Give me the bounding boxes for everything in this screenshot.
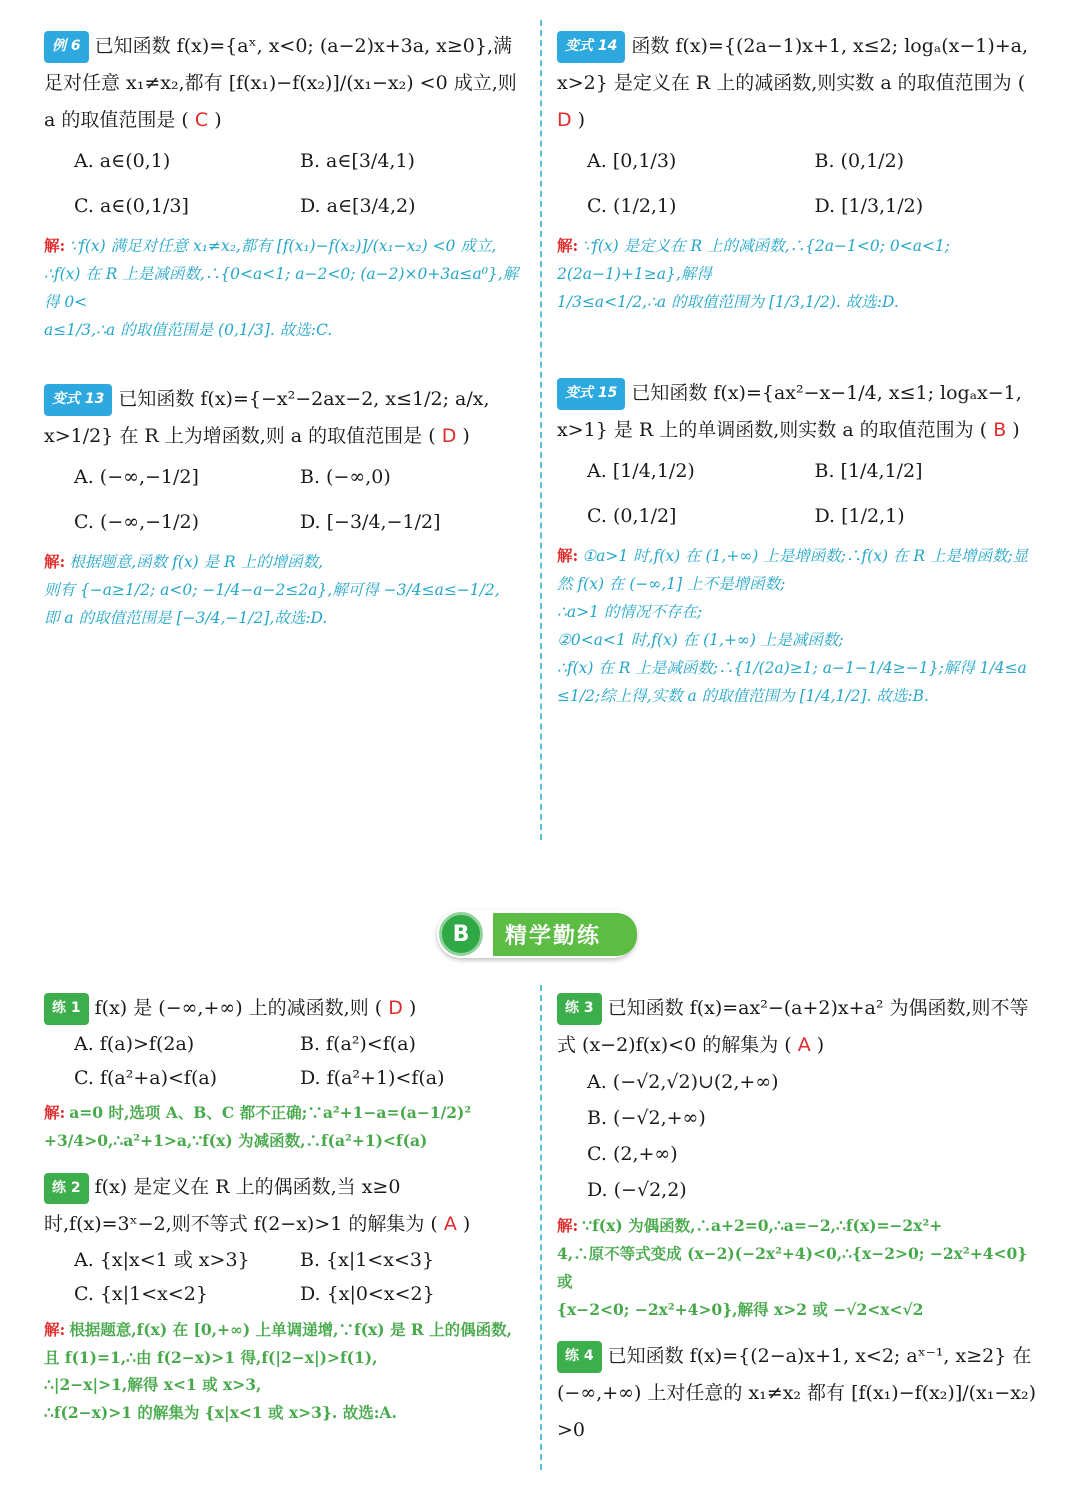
problem-variant-15: 变式 15 已知函数 f(x)={ax²−x−1/4, x≤1; logₐx−1, x>1} 是 R 上的单调函数,则实数 a 的取值范围为 ( B ) A. [1/4,1/2) B. [1/4,1/2] C. (0,1/2] D. [1/2,1) 解: ①a>1 时,f(x) 在 (1,+∞) 上是增函数;∴f(x) 在 R 上是增函数;显然 f(x) 在 (−∞,1] 上不是增函数; ∴a>1 的情况不存在; ②0<a<1 时,f(x) 在 (1,+∞) 上是减函数; ∴f(x) 在 R 上是减函数;∴{1/(2a)≥1; a−1−1/4≥−1};解得 1/4≤a ≤1/2;综上得,实数 a 的取值范围为 [1/4,1/2]. 故选:B. (557, 375, 1042, 711)
problem-tag: 练 4 (557, 1341, 602, 1372)
option-b: B. f(a²)<f(a) (300, 1033, 416, 1056)
solution-line: a=0 时,选项 A、B、C 都不正确;∵a²+1−a=(a−1/2)² (69, 1103, 472, 1123)
problem-stem: 已知函数 f(x)={aˣ, x<0; (a−2)x+3a, x≥0},满足对任意 x₁≠x₂,都有 [f(x₁)−f(x₂)]/(x₁−x₂) <0 成立,则 a 的取值范围是 ( (44, 35, 517, 132)
solution-line: ∵f(x) 满足对任意 x₁≠x₂,都有 [f(x₁)−f(x₂)]/(x₁−x₂) <0 成立, (69, 237, 497, 256)
problem-variant-14: 变式 14 函数 f(x)={(2a−1)x+1, x≤2; logₐ(x−1)+a, x>2} 是定义在 R 上的减函数,则实数 a 的取值范围为 ( D ) A. [0,1/3) B. (0,1/2) C. (1/2,1) D. [1/3,1/2) 解: ∵f(x) 是定义在 R 上的减函数,∴{2a−1<0; 0<a<1; 2(2a−1)+1≥a},解得 1/3≤a<1/2,∴a 的取值范围为 [1/3,1/2). 故选:D. (557, 28, 1042, 317)
problem-stem: f(x) 是定义在 R 上的偶函数,当 x≥0 时,f(x)=3ˣ−2,则不等式 f(2−x)>1 的解集为 ( (44, 1176, 438, 1236)
options (44, 1027, 526, 1095)
problem-tag: 练 1 (44, 993, 89, 1024)
solution-line: ①a>1 时,f(x) 在 (1,+∞) 上是增函数;∴f(x) 在 R 上是增函数;显然 f(x) 在 (−∞,1] 上不是增函数; (557, 547, 1029, 594)
solution-line: 则有 {−a≥1/2; a<0; −1/4−a−2≤2a},解可得 −3/4≤a≤−1/2, (44, 581, 500, 600)
option-b: B. (0,1/2) (814, 150, 905, 173)
solution-line: {x−2<0; −2x²+4>0},解得 x>2 或 −√2<x<√2 (557, 1300, 924, 1320)
option-c: C. f(a²+a)<f(a) (74, 1067, 218, 1090)
problem-tag: 变式 14 (557, 31, 625, 62)
solution-line: ∴f(x) 在 R 上是减函数;∴{1/(2a)≥1; a−1−1/4≥−1};解得 1/4≤a (557, 659, 1027, 678)
problem-exercise-4 (557, 1338, 1042, 1449)
answer: D (441, 425, 457, 448)
solution-line: ∵f(x) 是定义在 R 上的减函数,∴{2a−1<0; 0<a<1; 2(2a−1)+1≥a},解得 (557, 237, 951, 284)
problem-stem: 函数 f(x)={(2a−1)x+1, x≤2; logₐ(x−1)+a, x>2} 是定义在 R 上的减函数,则实数 a 的取值范围为 ( (557, 35, 1029, 95)
solution-line: 1/3≤a<1/2,∴a 的取值范围为 [1/3,1/2). 故选:D. (557, 293, 899, 312)
right-column-top (557, 28, 1042, 711)
solution-line: ∴f(x) 在 R 上是减函数,∴{0<a<1; a−2<0; (a−2)×0+3a≤a⁰},解得 0< (44, 265, 519, 312)
options (557, 449, 1042, 538)
option-d: D. {x|0<x<2} (300, 1283, 435, 1306)
answer: A (797, 1034, 811, 1057)
problem-stem: 已知函数 f(x)={−x²−2ax−2, x≤1/2; a/x, x>1/2} 在 R 上为增函数,则 a 的取值范围是 ( (44, 387, 490, 448)
solution-label: 解: (557, 1216, 579, 1236)
options (44, 455, 526, 544)
options (44, 1243, 526, 1311)
solution (44, 548, 526, 633)
problem-stem: 已知函数 f(x)={(2−a)x+1, x<2; aˣ⁻¹, x≥2} 在 (−∞,+∞) 上对任意的 x₁≠x₂ 都有 [f(x₁)−f(x₂)]/(x₁−x₂) >0 (557, 1345, 1037, 1442)
options (557, 1064, 1042, 1208)
option-a: A. a∈(0,1) (74, 150, 171, 173)
column-divider-bottom (540, 985, 542, 1470)
option-a: A. {x|x<1 或 x>3} (74, 1249, 250, 1272)
option-d: D. f(a²+1)<f(a) (300, 1067, 445, 1090)
options (557, 139, 1042, 228)
answer: D (388, 997, 403, 1019)
problem-example-6: 例 6 已知函数 f(x)={aˣ, x<0; (a−2)x+3a, x≥0},满足对任意 x₁≠x₂,都有 [f(x₁)−f(x₂)]/(x₁−x₂) <0 成立,则 a 的取值范围是 ( C ) A. a∈(0,1) B. a∈[3/4,1) C. a∈(0,1/3] D. a∈[3/4,2) 解: ∵f(x) 满足对任意 x₁≠x₂,都有 [f(x₁)−f(x₂)]/(x₁−x₂) <0 成立, ∴f(x) 在 R 上是减函数,∴{0<a<1; a−2<0; (a−2)×0+3a≤a⁰},解得 0< a≤1/3,∴a 的取值范围是 (0,1/3]. 故选:C. (44, 28, 526, 345)
option-d: D. [1/3,1/2) (814, 194, 924, 217)
solution-label: 解: (44, 552, 66, 572)
solution (557, 232, 1042, 317)
option-c: C. (0,1/2] (587, 504, 677, 527)
solution-label: 解: (44, 1103, 66, 1123)
solution-line: 根据题意,f(x) 在 [0,+∞) 上单调递增,∵f(x) 是 R 上的偶函数,且 f(1)=1,∴由 f(2−x)>1 得,f(|2−x|)>f(1), (44, 1319, 513, 1367)
option-c: C. (2,+∞) (587, 1143, 678, 1166)
solution-line: ∴a>1 的情况不存在; (557, 603, 703, 622)
option-b: B. (−∞,0) (300, 466, 391, 489)
problem-tag: 练 2 (44, 1173, 89, 1204)
problem-stem: f(x) 是 (−∞,+∞) 上的减函数,则 ( (94, 997, 383, 1019)
solution (44, 232, 526, 345)
option-a: A. [0,1/3) (587, 150, 677, 173)
problem-exercise-2: 练 2 f(x) 是定义在 R 上的偶函数,当 x≥0 时,f(x)=3ˣ−2,则不等式 f(2−x)>1 的解集为 ( A ) A. {x|x<1 或 x>3} B. {x|1<x<3} C. {x|1<x<2} D. {x|0<x<2} 解: 根据题意,f(x) 在 [0,+∞) 上单调递增,∵f(x) 是 R 上的偶函数,且 f(1)=1,∴由 f(2−x)>1 得,f(|2−x|)>f(1), ∴|2−x|>1,解得 x<1 或 x>3, ∴f(2−x)>1 的解集为 {x|x<1 或 x>3}. 故选:A. (44, 1169, 526, 1427)
solution (44, 1099, 526, 1155)
option-a: A. (−∞,−1/2] (74, 466, 199, 489)
solution-label: 解: (557, 546, 579, 566)
problem-tag: 变式 13 (44, 384, 112, 415)
options (44, 139, 526, 228)
solution-line: 4,∴原不等式变成 (x−2)(−2x²+4)<0,∴{x−2>0; −2x²+4<0} 或 (557, 1244, 1028, 1292)
option-d: D. [1/2,1) (814, 504, 905, 527)
problem-stem: 已知函数 f(x)=ax²−(a+2)x+a² 为偶函数,则不等式 (x−2)f(x)<0 的解集为 ( (557, 997, 1029, 1057)
solution (557, 1212, 1042, 1324)
answer: D (557, 109, 572, 132)
option-d: D. (−√2,2) (587, 1179, 687, 1202)
right-column-bottom (557, 990, 1042, 1449)
solution-line: ②0<a<1 时,f(x) 在 (1,+∞) 上是减函数; (557, 631, 844, 650)
option-c: C. a∈(0,1/3] (74, 194, 189, 217)
problem-stem: 已知函数 f(x)={ax²−x−1/4, x≤1; logₐx−1, x>1} 是 R 上的单调函数,则实数 a 的取值范围为 ( (557, 382, 1022, 442)
answer: C (194, 109, 209, 132)
problem-exercise-3: 练 3 已知函数 f(x)=ax²−(a+2)x+a² 为偶函数,则不等式 (x−2)f(x)<0 的解集为 ( A ) A. (−√2,√2)∪(2,+∞) B. (−√2,+∞) C. (2,+∞) D. (−√2,2) 解: ∵f(x) 为偶函数,∴a+2=0,∴a=−2,∴f(x)=−2x²+ 4,∴原不等式变成 (x−2)(−2x²+4)<0,∴{x−2>0; −2x²+4<0} 或 {x−2<0; −2x²+4>0},解得 x>2 或 −√2<x<√2 (557, 990, 1042, 1324)
solution-line: ∵f(x) 为偶函数,∴a+2=0,∴a=−2,∴f(x)=−2x²+ (582, 1216, 943, 1236)
section-title: 精学勤练 (493, 913, 637, 956)
solution-label: 解: (44, 1319, 66, 1339)
option-b: B. {x|1<x<3} (300, 1249, 435, 1272)
problem-exercise-1: 练 1 f(x) 是 (−∞,+∞) 上的减函数,则 ( D ) A. f(a)>f(2a) B. f(a²)<f(a) C. f(a²+a)<f(a) D. f(a²+1)<f(a) 解: a=0 时,选项 A、B、C 都不正确;∵a²+1−a=(a−1/2)² +3/4>0,∴a²+1>a,∵f(x) 为减函数,∴f(a²+1)<f(a) (44, 990, 526, 1155)
solution-line: +3/4>0,∴a²+1>a,∵f(x) 为减函数,∴f(a²+1)<f(a) (44, 1131, 428, 1151)
section-badge: B (439, 912, 483, 956)
option-b: B. (−√2,+∞) (587, 1107, 706, 1130)
problem-tag: 例 6 (44, 31, 89, 62)
option-a: A. [1/4,1/2) (587, 460, 695, 483)
solution-line: 根据题意,函数 f(x) 是 R 上的增函数, (69, 553, 324, 572)
left-column-bottom (44, 990, 526, 1427)
option-b: B. [1/4,1/2] (814, 460, 923, 483)
solution-label: 解: (557, 236, 579, 256)
answer: A (443, 1213, 457, 1236)
solution-line: ∴|2−x|>1,解得 x<1 或 x>3, (44, 1375, 262, 1395)
option-d: D. [−3/4,−1/2] (300, 510, 441, 533)
column-divider-top (540, 20, 542, 840)
problem-tag: 变式 15 (557, 378, 625, 409)
section-banner (437, 910, 637, 958)
answer: B (993, 419, 1007, 442)
solution (557, 542, 1042, 710)
option-c: C. (1/2,1) (587, 194, 677, 217)
left-column-top (44, 28, 526, 633)
solution-line: 即 a 的取值范围是 [−3/4,−1/2],故选:D. (44, 609, 328, 628)
problem-variant-13: 变式 13 已知函数 f(x)={−x²−2ax−2, x≤1/2; a/x, x>1/2} 在 R 上为增函数,则 a 的取值范围是 ( D ) A. (−∞,−1/2] B. (−∞,0) C. (−∞,−1/2) D. [−3/4,−1/2] 解: 根据题意,函数 f(x) 是 R 上的增函数, 则有 {−a≥1/2; a<0; −1/4−a−2≤2a},解可得 −3/4≤a≤−1/2, 即 a 的取值范围是 [−3/4,−1/2],故选:D. (44, 381, 526, 633)
option-b: B. a∈[3/4,1) (300, 150, 415, 173)
solution-line: ≤1/2;综上得,实数 a 的取值范围为 [1/4,1/2]. 故选:B. (557, 686, 929, 705)
problem-tag: 练 3 (557, 993, 602, 1024)
option-d: D. a∈[3/4,2) (300, 194, 416, 217)
solution-line: ∴f(2−x)>1 的解集为 {x|x<1 或 x>3}. 故选:A. (44, 1403, 397, 1423)
option-a: A. f(a)>f(2a) (74, 1033, 195, 1056)
solution-line: a≤1/3,∴a 的取值范围是 (0,1/3]. 故选:C. (44, 321, 333, 340)
option-a: A. (−√2,√2)∪(2,+∞) (587, 1071, 779, 1094)
solution (44, 1316, 526, 1428)
solution-label: 解: (44, 236, 66, 256)
option-c: C. (−∞,−1/2) (74, 510, 200, 533)
option-c: C. {x|1<x<2} (74, 1283, 208, 1306)
